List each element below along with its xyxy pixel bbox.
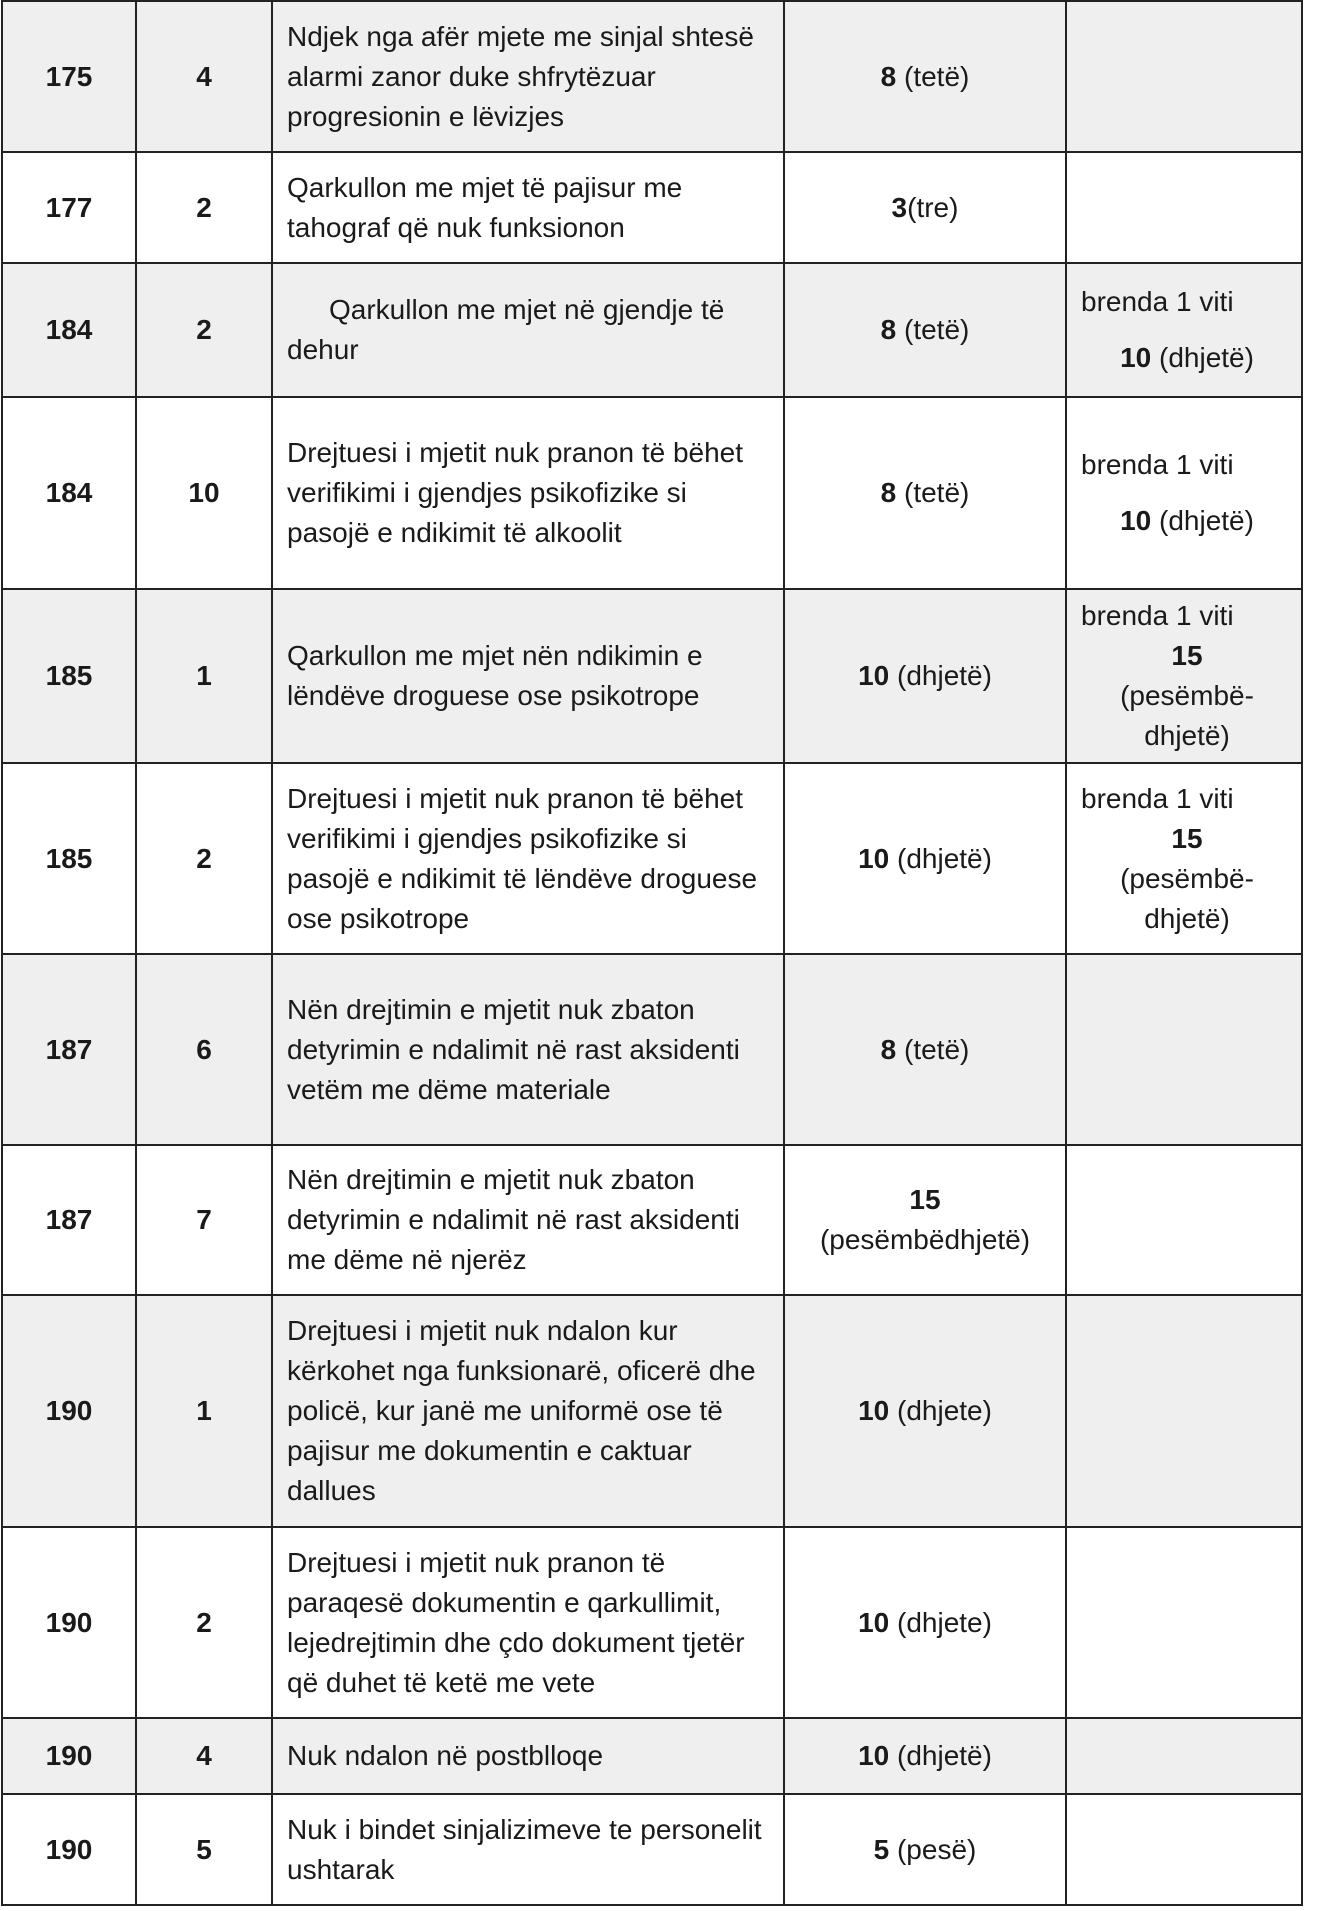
points-number: 8 [880, 1033, 897, 1065]
paragraph-number: 5 [136, 1794, 272, 1905]
points-word: (pesëmbëdhjetë) [819, 1224, 1031, 1255]
points-word: (dhjetë) [897, 842, 992, 874]
article-number: 185 [2, 589, 136, 763]
repeat-points-word: (pesëmbë-dhjetë) [1120, 680, 1254, 751]
paragraph-number: 2 [136, 152, 272, 263]
table-row [2, 589, 1302, 763]
penalty-points [784, 1718, 1066, 1794]
article-number: 184 [2, 263, 136, 397]
article-number: 190 [2, 1794, 136, 1905]
paragraph-number: 7 [136, 1145, 272, 1295]
points-number: 5 [873, 1833, 890, 1865]
paragraph-number: 6 [136, 954, 272, 1145]
paragraph-number: 1 [136, 589, 272, 763]
repeat-period: brenda 1 viti [1081, 449, 1234, 480]
paragraph-number: 4 [136, 1, 272, 152]
violation-description [272, 263, 784, 397]
violation-description: Qarkullon me mjet të pajisur me tahograf që nuk funksionon [272, 152, 784, 263]
violation-description: Nën drejtimin e mjetit nuk zbaton detyrimin e ndalimit në rast aksidenti me dëme në njerëz [272, 1145, 784, 1295]
repeat-points-word: (dhjetë) [1159, 505, 1254, 536]
points-word: (tetë) [904, 314, 970, 345]
repeat-penalty [1066, 763, 1302, 954]
article-number: 190 [2, 1527, 136, 1718]
table-row [2, 763, 1302, 954]
points-number: 10 [858, 1606, 890, 1638]
table-row [2, 954, 1302, 1145]
table-row [2, 1, 1302, 152]
repeat-points-number: 15 [1171, 640, 1203, 671]
violation-description: Ndjek nga afër mjete me sinjal shtesë alarmi zanor duke shfrytëzuar progresionin e lëvizjes [272, 1, 784, 152]
repeat-points [1081, 636, 1293, 756]
repeat-penalty [1066, 1145, 1302, 1295]
penalty-points [784, 1794, 1066, 1905]
points-number: 3 [891, 191, 908, 223]
points-number: 10 [858, 1740, 890, 1771]
points-word: (dhjete) [897, 1606, 992, 1638]
repeat-penalty [1066, 1794, 1302, 1905]
table-row [2, 1794, 1302, 1905]
violation-description: Nuk i bindet sinjalizimeve te personelit ushtarak [272, 1794, 784, 1905]
repeat-penalty [1066, 954, 1302, 1145]
repeat-penalty [1066, 1527, 1302, 1718]
paragraph-number: 1 [136, 1295, 272, 1527]
penalty-points [784, 954, 1066, 1145]
violation-description: Qarkullon me mjet nën ndikimin e lëndëve droguese ose psikotrope [272, 589, 784, 763]
repeat-penalty [1066, 1, 1302, 152]
article-number: 190 [2, 1718, 136, 1794]
repeat-penalty [1066, 589, 1302, 763]
points-number: 8 [880, 60, 897, 92]
table-row [2, 1718, 1302, 1794]
points-number: 8 [880, 477, 897, 508]
article-number: 185 [2, 763, 136, 954]
penalty-points [784, 1527, 1066, 1718]
repeat-points-number: 15 [1171, 822, 1203, 854]
repeat-points-word: (dhjetë) [1159, 342, 1254, 373]
repeat-penalty [1066, 152, 1302, 263]
repeat-points [1081, 819, 1293, 939]
points-word: (tetë) [904, 477, 970, 508]
points-number: 10 [858, 842, 890, 874]
table-row [2, 263, 1302, 397]
paragraph-number: 2 [136, 1527, 272, 1718]
points-word: (dhjete) [897, 1395, 992, 1426]
points-word: (pesë) [896, 1833, 977, 1865]
repeat-points [1081, 501, 1293, 541]
points-word: (tetë) [904, 60, 970, 92]
violations-table [1, 0, 1303, 1906]
table-row [2, 1295, 1302, 1527]
violation-description: Nuk ndalon në postblloqe [272, 1718, 784, 1794]
repeat-penalty [1066, 1718, 1302, 1794]
paragraph-number: 4 [136, 1718, 272, 1794]
repeat-period: brenda 1 viti [1081, 600, 1234, 631]
paragraph-number: 10 [136, 397, 272, 589]
points-word: (dhjetë) [897, 1740, 992, 1771]
violation-description: Drejtuesi i mjetit nuk ndalon kur kërkohet nga funksionarë, oficerë dhe policë, kur janë me uniformë ose të pajisur me dokumentin e caktuar dallues [272, 1295, 784, 1527]
paragraph-number: 2 [136, 763, 272, 954]
penalty-points [784, 1, 1066, 152]
repeat-penalty [1066, 397, 1302, 589]
points-word: (tre) [907, 191, 959, 223]
article-number: 175 [2, 1, 136, 152]
article-number: 187 [2, 954, 136, 1145]
violation-description: Drejtuesi i mjetit nuk pranon të bëhet verifikimi i gjendjes psikofizike si pasojë e ndikimit të alkoolit [272, 397, 784, 589]
article-number: 187 [2, 1145, 136, 1295]
points-word: (dhjetë) [897, 660, 992, 691]
repeat-period: brenda 1 viti [1081, 782, 1234, 814]
violation-description: Drejtuesi i mjetit nuk pranon të bëhet verifikimi i gjendjes psikofizike si pasojë e ndikimit të lëndëve droguese ose psikotrope [272, 763, 784, 954]
penalty-points [784, 263, 1066, 397]
penalty-points [784, 152, 1066, 263]
repeat-points-number: 10 [1120, 505, 1152, 536]
article-number: 184 [2, 397, 136, 589]
table-row [2, 1527, 1302, 1718]
repeat-points [1081, 338, 1293, 378]
article-number: 190 [2, 1295, 136, 1527]
penalty-points [784, 1145, 1066, 1295]
penalty-points [784, 397, 1066, 589]
repeat-points-number: 10 [1120, 342, 1152, 373]
paragraph-number: 2 [136, 263, 272, 397]
points-number: 10 [858, 660, 890, 691]
table-row [2, 152, 1302, 263]
article-number: 177 [2, 152, 136, 263]
repeat-points-word: (pesëmbë-dhjetë) [1120, 862, 1254, 934]
points-word: (tetë) [904, 1033, 970, 1065]
violation-description-text: Qarkullon me mjet në gjendje të dehur [287, 294, 725, 365]
repeat-penalty [1066, 263, 1302, 397]
repeat-penalty [1066, 1295, 1302, 1527]
points-number: 10 [858, 1395, 890, 1426]
penalty-points [784, 1295, 1066, 1527]
violation-description: Drejtuesi i mjetit nuk pranon të paraqesë dokumentin e qarkullimit, lejedrejtimin dhe çdo dokument tjetër që duhet të ketë me vete [272, 1527, 784, 1718]
penalty-points [784, 763, 1066, 954]
points-number: 15 [909, 1184, 941, 1215]
table-row [2, 1145, 1302, 1295]
penalty-points [784, 589, 1066, 763]
table-row [2, 397, 1302, 589]
points-number: 8 [880, 314, 897, 345]
repeat-period: brenda 1 viti [1081, 286, 1234, 317]
violation-description: Nën drejtimin e mjetit nuk zbaton detyrimin e ndalimit në rast aksidenti vetëm me dëme materiale [272, 954, 784, 1145]
